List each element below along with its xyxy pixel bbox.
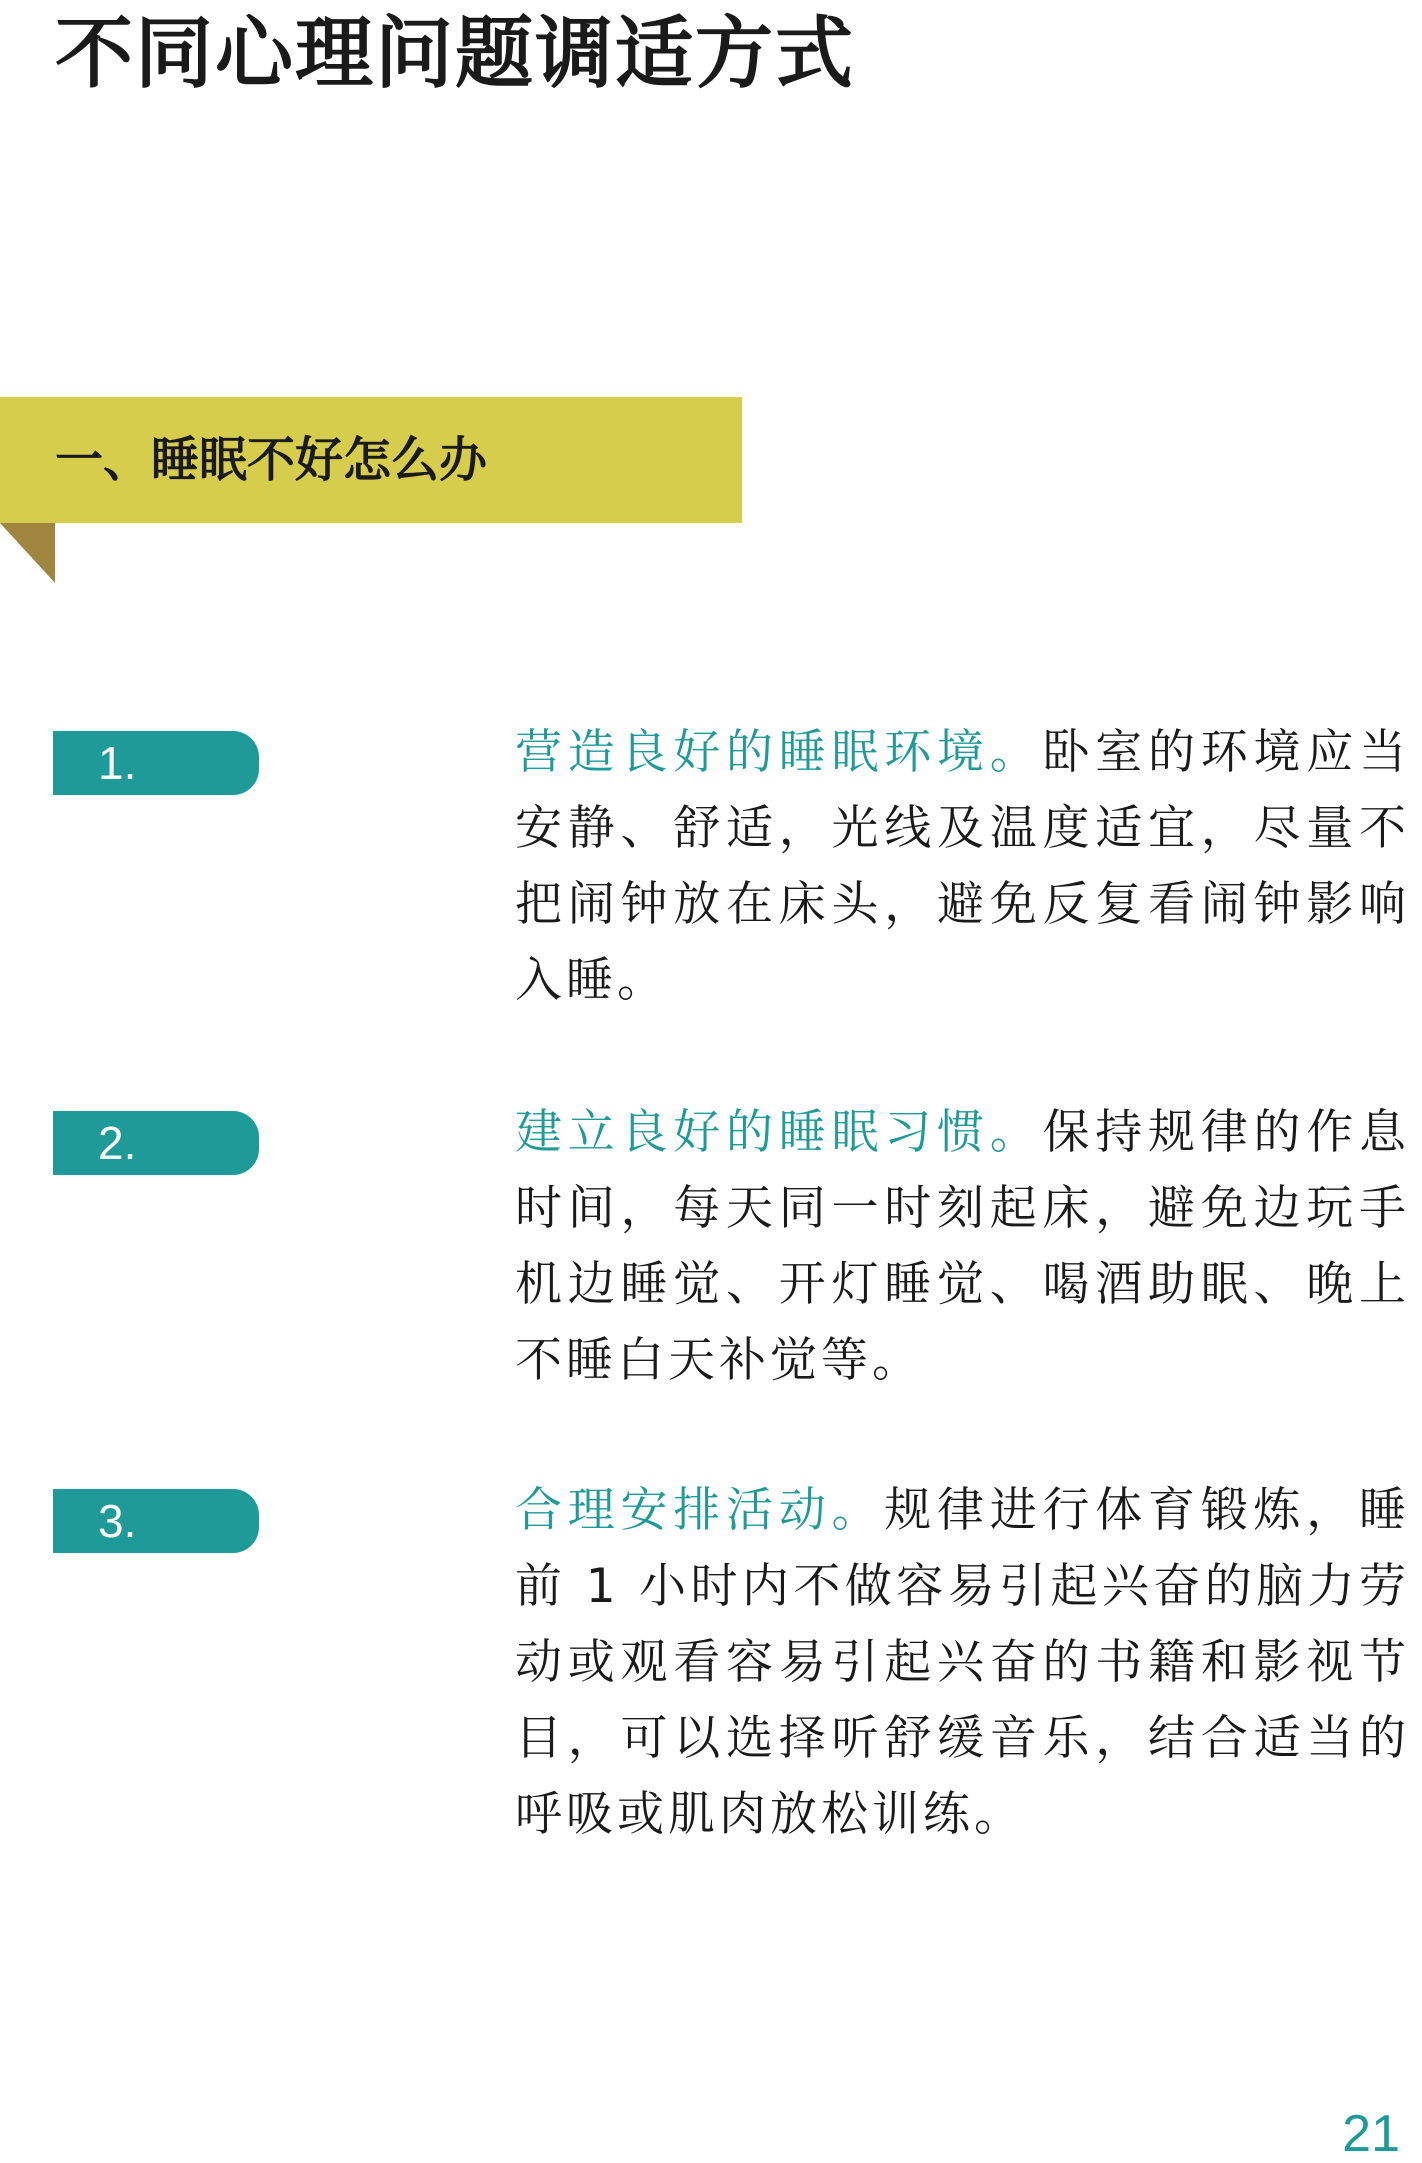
item-number-tag (53, 1111, 259, 1175)
item-heading: 建立良好的睡眠习惯。 (515, 1105, 1043, 1160)
item-number: 1. (98, 737, 137, 789)
item-heading: 营造良好的睡眠环境。 (515, 725, 1043, 780)
item-number-tag (53, 731, 259, 795)
item-heading: 合理安排活动。 (515, 1483, 885, 1538)
item-text (515, 715, 1410, 1019)
item-body: 保持规律的作息时间，每天同一时刻起床，避免边玩手机边睡觉、开灯睡觉、喝酒助眠、晚上不睡白天补觉等。 (515, 1105, 1410, 1388)
banner-fold-decoration (0, 523, 55, 583)
item-text (515, 1095, 1410, 1399)
item-number: 2. (98, 1117, 137, 1169)
page-number: 21 (1342, 2105, 1400, 2163)
item-body: 规律进行体育锻炼，睡前 1 小时内不做容易引起兴奋的脑力劳动或观看容易引起兴奋的书籍和影视节目，可以选择听舒缓音乐，结合适当的呼吸或肌肉放松训练。 (515, 1483, 1410, 1842)
section-banner (0, 397, 742, 523)
section-title: 一、睡眠不好怎么办 (55, 432, 488, 488)
page-title: 不同心理问题调适方式 (55, 9, 856, 99)
item-text (515, 1473, 1410, 1853)
item-number-tag (53, 1489, 259, 1553)
item-number: 3. (98, 1495, 137, 1547)
item-body: 卧室的环境应当安静、舒适，光线及温度适宜，尽量不把闹钟放在床头，避免反复看闹钟影响入睡。 (515, 725, 1410, 1008)
